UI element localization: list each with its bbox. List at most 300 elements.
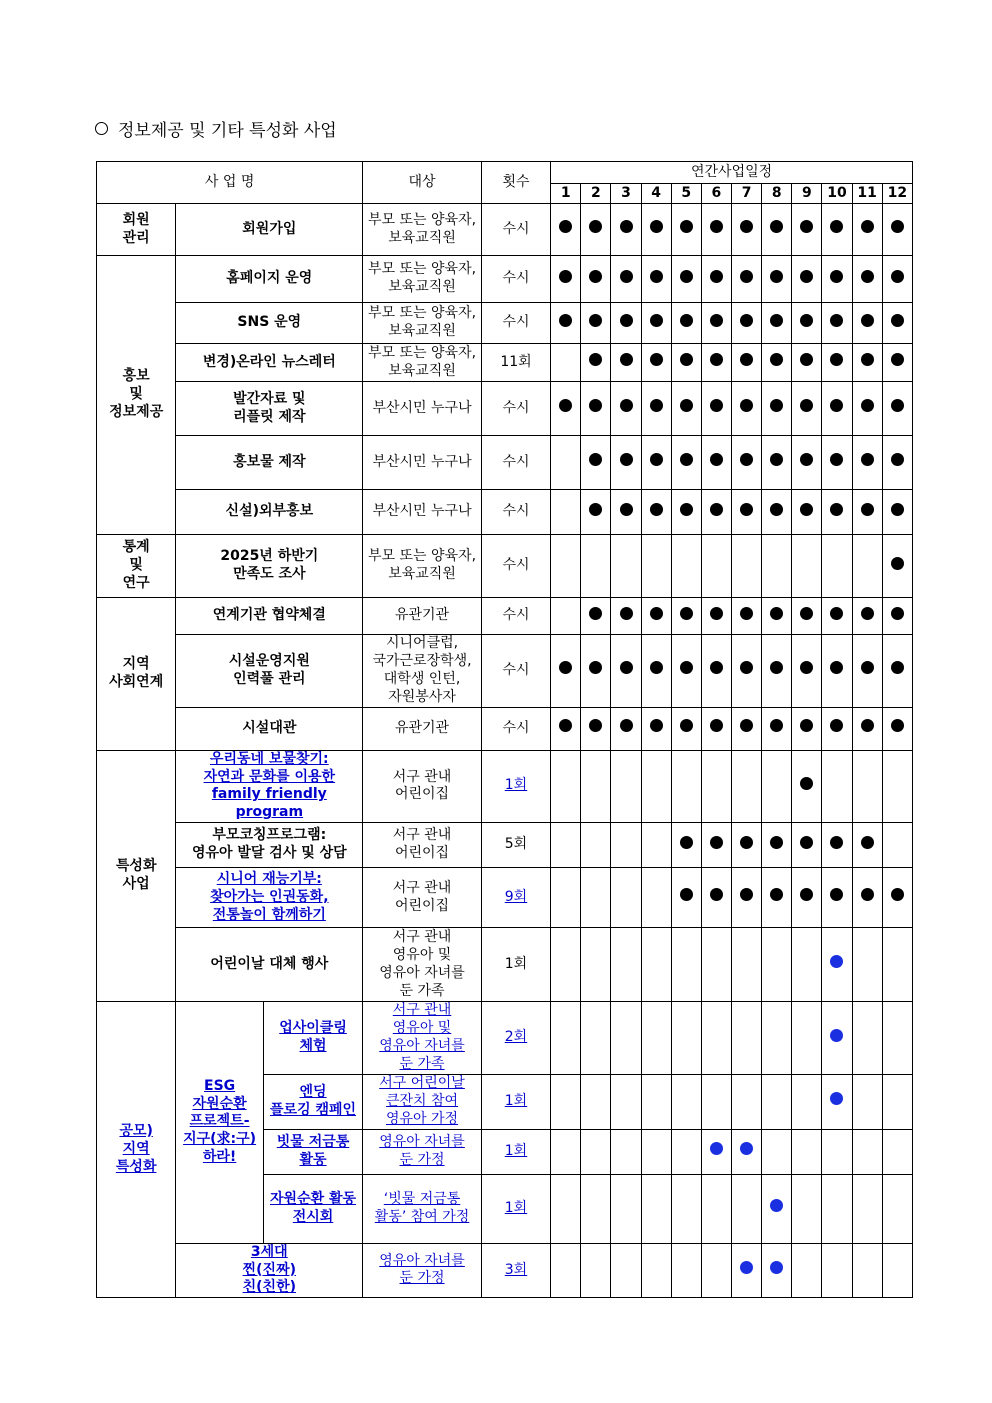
table-row bbox=[97, 928, 913, 1002]
schedule-dot-icon bbox=[650, 607, 663, 620]
target-cell: 서구 어린이날 큰잔치 참여 영유아 가정 bbox=[363, 1074, 482, 1129]
month-cell bbox=[551, 382, 581, 436]
schedule-dot-icon bbox=[589, 453, 602, 466]
count-cell: 3회 bbox=[481, 1243, 550, 1298]
month-cell bbox=[882, 1002, 912, 1075]
schedule-dot-icon bbox=[861, 607, 874, 620]
month-cell bbox=[732, 204, 762, 256]
schedule-dot-icon bbox=[710, 607, 723, 620]
schedule-dot-icon bbox=[861, 220, 874, 233]
table-row bbox=[97, 1002, 913, 1075]
schedule-dot-icon bbox=[740, 719, 753, 732]
schedule-dot-icon bbox=[589, 220, 602, 233]
header-target: 대상 bbox=[363, 162, 482, 204]
month-cell bbox=[641, 1174, 671, 1243]
schedule-dot-icon bbox=[830, 607, 843, 620]
target-cell: 유관기관 bbox=[363, 707, 482, 750]
table-row bbox=[97, 635, 913, 708]
schedule-dot-icon bbox=[740, 1142, 753, 1155]
schedule-dot-icon bbox=[589, 314, 602, 327]
month-cell bbox=[641, 1129, 671, 1174]
schedule-dot-icon bbox=[620, 314, 633, 327]
month-cell bbox=[671, 1074, 701, 1129]
esg-subgroup-label: ESG 자원순환 프로젝트- 지구(求:구) 하라! bbox=[176, 1002, 263, 1243]
month-cell bbox=[581, 535, 611, 598]
count-cell: 수시 bbox=[481, 303, 550, 344]
schedule-dot-icon bbox=[620, 220, 633, 233]
schedule-dot-icon bbox=[559, 399, 572, 412]
month-cell bbox=[671, 1002, 701, 1075]
month-cell bbox=[611, 1002, 641, 1075]
schedule-dot-icon bbox=[770, 1199, 783, 1212]
month-cell bbox=[792, 490, 822, 535]
month-cell bbox=[551, 1174, 581, 1243]
schedule-dot-icon bbox=[680, 888, 693, 901]
month-cell bbox=[732, 256, 762, 303]
month-cell bbox=[762, 490, 792, 535]
month-cell bbox=[701, 1002, 731, 1075]
target-cell: 부모 또는 양육자, 보육교직원 bbox=[363, 204, 482, 256]
target-cell: 서구 관내 영유아 및 영유아 자녀를 둔 가족 bbox=[363, 928, 482, 1002]
program-name: 홈페이지 운영 bbox=[176, 256, 363, 303]
schedule-dot-icon bbox=[891, 503, 904, 516]
schedule-dot-icon bbox=[891, 314, 904, 327]
schedule-dot-icon bbox=[861, 888, 874, 901]
month-cell bbox=[762, 344, 792, 382]
schedule-dot-icon bbox=[800, 888, 813, 901]
month-cell bbox=[792, 535, 822, 598]
month-cell bbox=[671, 1174, 701, 1243]
schedule-dot-icon bbox=[800, 836, 813, 849]
month-cell bbox=[551, 707, 581, 750]
month-cell bbox=[701, 256, 731, 303]
schedule-table bbox=[96, 161, 913, 1298]
month-cell bbox=[581, 1074, 611, 1129]
month-cell bbox=[581, 490, 611, 535]
month-cell bbox=[641, 868, 671, 928]
schedule-dot-icon bbox=[830, 399, 843, 412]
month-cell bbox=[701, 1074, 731, 1129]
month-cell bbox=[581, 1129, 611, 1174]
schedule-dot-icon bbox=[620, 353, 633, 366]
month-cell bbox=[852, 1074, 882, 1129]
schedule-dot-icon bbox=[861, 353, 874, 366]
month-cell bbox=[551, 928, 581, 1002]
month-cell bbox=[641, 204, 671, 256]
month-cell bbox=[551, 868, 581, 928]
schedule-dot-icon bbox=[800, 399, 813, 412]
schedule-dot-icon bbox=[800, 777, 813, 790]
month-header: 12 bbox=[882, 184, 912, 204]
program-name: 신설)외부홍보 bbox=[176, 490, 363, 535]
month-cell bbox=[852, 635, 882, 708]
month-cell bbox=[551, 204, 581, 256]
month-cell bbox=[852, 823, 882, 868]
month-cell bbox=[641, 750, 671, 823]
schedule-dot-icon bbox=[830, 955, 843, 968]
program-name: 3세대 찐(진짜) 친(친한) bbox=[176, 1243, 363, 1298]
month-cell bbox=[882, 928, 912, 1002]
table-row bbox=[97, 344, 913, 382]
program-name: 부모코칭프로그램: 영유아 발달 검사 및 상담 bbox=[176, 823, 363, 868]
month-header: 6 bbox=[701, 184, 731, 204]
count-cell: 수시 bbox=[481, 598, 550, 635]
month-cell bbox=[701, 490, 731, 535]
month-cell bbox=[641, 256, 671, 303]
schedule-dot-icon bbox=[830, 503, 843, 516]
month-cell bbox=[792, 750, 822, 823]
schedule-dot-icon bbox=[710, 888, 723, 901]
schedule-dot-icon bbox=[680, 661, 693, 674]
month-cell bbox=[762, 635, 792, 708]
month-cell bbox=[822, 256, 852, 303]
program-name: 엔딩 플로깅 캠페인 bbox=[263, 1074, 362, 1129]
program-name: 우리동네 보물찾기: 자연과 문화를 이용한 family friendly program bbox=[176, 750, 363, 823]
month-cell bbox=[641, 1243, 671, 1298]
month-cell bbox=[551, 750, 581, 823]
month-cell bbox=[882, 1174, 912, 1243]
month-cell bbox=[852, 928, 882, 1002]
schedule-dot-icon bbox=[770, 353, 783, 366]
month-cell bbox=[852, 204, 882, 256]
program-name: 시설운영지원 인력풀 관리 bbox=[176, 635, 363, 708]
header-schedule: 연간사업일정 bbox=[551, 162, 913, 184]
month-cell bbox=[671, 868, 701, 928]
schedule-dot-icon bbox=[830, 719, 843, 732]
month-cell bbox=[732, 1074, 762, 1129]
month-cell bbox=[732, 303, 762, 344]
month-cell bbox=[792, 707, 822, 750]
section-heading bbox=[95, 116, 337, 141]
schedule-dot-icon bbox=[770, 399, 783, 412]
month-cell bbox=[762, 1074, 792, 1129]
month-cell bbox=[641, 382, 671, 436]
schedule-dot-icon bbox=[740, 220, 753, 233]
month-cell bbox=[792, 1174, 822, 1243]
month-cell bbox=[671, 635, 701, 708]
schedule-dot-icon bbox=[861, 314, 874, 327]
schedule-dot-icon bbox=[710, 353, 723, 366]
schedule-dot-icon bbox=[891, 453, 904, 466]
month-cell bbox=[852, 1129, 882, 1174]
month-cell bbox=[671, 1129, 701, 1174]
month-cell bbox=[581, 598, 611, 635]
month-cell bbox=[611, 382, 641, 436]
month-cell bbox=[701, 868, 731, 928]
table-row bbox=[97, 1243, 913, 1298]
schedule-dot-icon bbox=[770, 661, 783, 674]
schedule-dot-icon bbox=[559, 220, 572, 233]
month-cell bbox=[822, 1074, 852, 1129]
schedule-dot-icon bbox=[650, 314, 663, 327]
month-cell bbox=[762, 256, 792, 303]
month-cell bbox=[852, 303, 882, 344]
month-cell bbox=[762, 707, 792, 750]
month-cell bbox=[732, 598, 762, 635]
schedule-dot-icon bbox=[800, 270, 813, 283]
month-cell bbox=[641, 598, 671, 635]
month-cell bbox=[701, 535, 731, 598]
group-label: 통계 및 연구 bbox=[97, 535, 176, 598]
month-cell bbox=[551, 303, 581, 344]
count-cell: 수시 bbox=[481, 204, 550, 256]
month-cell bbox=[792, 823, 822, 868]
schedule-dot-icon bbox=[680, 220, 693, 233]
month-cell bbox=[732, 868, 762, 928]
target-cell: 시니어클럽, 국가근로장학생, 대학생 인턴, 자원봉사자 bbox=[363, 635, 482, 708]
month-cell bbox=[732, 750, 762, 823]
program-name: 업사이클링 체험 bbox=[263, 1002, 362, 1075]
schedule-dot-icon bbox=[680, 503, 693, 516]
table-row bbox=[97, 707, 913, 750]
month-cell bbox=[611, 823, 641, 868]
month-cell bbox=[641, 823, 671, 868]
month-cell bbox=[551, 598, 581, 635]
schedule-dot-icon bbox=[710, 661, 723, 674]
schedule-dot-icon bbox=[589, 607, 602, 620]
month-cell bbox=[762, 382, 792, 436]
month-cell bbox=[822, 1002, 852, 1075]
month-cell bbox=[701, 750, 731, 823]
month-cell bbox=[581, 382, 611, 436]
schedule-dot-icon bbox=[620, 719, 633, 732]
schedule-dot-icon bbox=[830, 1029, 843, 1042]
month-cell bbox=[762, 928, 792, 1002]
month-cell bbox=[762, 1243, 792, 1298]
month-cell bbox=[852, 750, 882, 823]
schedule-dot-icon bbox=[650, 661, 663, 674]
target-cell: 영유아 자녀를 둔 가정 bbox=[363, 1243, 482, 1298]
count-cell: 1회 bbox=[481, 928, 550, 1002]
program-name: 2025년 하반기 만족도 조사 bbox=[176, 535, 363, 598]
schedule-dot-icon bbox=[740, 888, 753, 901]
schedule-dot-icon bbox=[650, 399, 663, 412]
count-cell: 수시 bbox=[481, 256, 550, 303]
schedule-dot-icon bbox=[800, 453, 813, 466]
month-cell bbox=[671, 707, 701, 750]
month-cell bbox=[882, 1074, 912, 1129]
month-cell bbox=[611, 436, 641, 490]
month-cell bbox=[822, 707, 852, 750]
month-cell bbox=[701, 344, 731, 382]
month-cell bbox=[701, 598, 731, 635]
month-cell bbox=[701, 1129, 731, 1174]
month-cell bbox=[732, 436, 762, 490]
month-cell bbox=[882, 204, 912, 256]
schedule-dot-icon bbox=[680, 607, 693, 620]
month-cell bbox=[792, 256, 822, 303]
table-row bbox=[97, 256, 913, 303]
month-cell bbox=[822, 1243, 852, 1298]
month-cell bbox=[611, 490, 641, 535]
month-cell bbox=[822, 868, 852, 928]
month-cell bbox=[852, 436, 882, 490]
month-cell bbox=[581, 635, 611, 708]
month-cell bbox=[732, 1002, 762, 1075]
schedule-dot-icon bbox=[861, 399, 874, 412]
month-cell bbox=[792, 1002, 822, 1075]
month-cell bbox=[882, 598, 912, 635]
schedule-dot-icon bbox=[680, 353, 693, 366]
schedule-dot-icon bbox=[770, 607, 783, 620]
table-row bbox=[97, 868, 913, 928]
schedule-dot-icon bbox=[891, 888, 904, 901]
schedule-dot-icon bbox=[740, 270, 753, 283]
program-name: 회원가입 bbox=[176, 204, 363, 256]
month-cell bbox=[611, 1243, 641, 1298]
table-row bbox=[97, 823, 913, 868]
month-cell bbox=[701, 1174, 731, 1243]
schedule-dot-icon bbox=[861, 503, 874, 516]
month-cell bbox=[732, 1129, 762, 1174]
month-cell bbox=[701, 382, 731, 436]
schedule-dot-icon bbox=[710, 1142, 723, 1155]
month-cell bbox=[551, 635, 581, 708]
month-cell bbox=[792, 868, 822, 928]
month-cell bbox=[611, 256, 641, 303]
month-cell bbox=[551, 1129, 581, 1174]
schedule-dot-icon bbox=[830, 314, 843, 327]
month-header: 10 bbox=[822, 184, 852, 204]
month-cell bbox=[551, 490, 581, 535]
schedule-dot-icon bbox=[770, 503, 783, 516]
month-cell bbox=[882, 635, 912, 708]
month-cell bbox=[792, 436, 822, 490]
month-cell bbox=[611, 1129, 641, 1174]
schedule-dot-icon bbox=[620, 270, 633, 283]
month-cell bbox=[762, 436, 792, 490]
month-cell bbox=[732, 382, 762, 436]
target-cell: 부모 또는 양육자, 보육교직원 bbox=[363, 344, 482, 382]
month-cell bbox=[551, 535, 581, 598]
month-cell bbox=[852, 344, 882, 382]
month-cell bbox=[671, 344, 701, 382]
count-cell: 1회 bbox=[481, 1129, 550, 1174]
month-cell bbox=[822, 535, 852, 598]
month-cell bbox=[822, 928, 852, 1002]
schedule-dot-icon bbox=[650, 353, 663, 366]
table-row bbox=[97, 535, 913, 598]
month-cell bbox=[671, 256, 701, 303]
schedule-dot-icon bbox=[680, 836, 693, 849]
month-cell bbox=[611, 707, 641, 750]
target-cell: 부모 또는 양육자, 보육교직원 bbox=[363, 256, 482, 303]
month-cell bbox=[822, 1129, 852, 1174]
month-cell bbox=[581, 1243, 611, 1298]
schedule-dot-icon bbox=[680, 719, 693, 732]
schedule-dot-icon bbox=[740, 503, 753, 516]
month-cell bbox=[701, 436, 731, 490]
month-cell bbox=[611, 204, 641, 256]
month-cell bbox=[671, 204, 701, 256]
month-cell bbox=[882, 303, 912, 344]
count-cell: 2회 bbox=[481, 1002, 550, 1075]
schedule-dot-icon bbox=[830, 270, 843, 283]
target-cell: 서구 관내 어린이집 bbox=[363, 750, 482, 823]
month-cell bbox=[701, 1243, 731, 1298]
month-cell bbox=[551, 344, 581, 382]
table-row bbox=[97, 598, 913, 635]
month-cell bbox=[882, 750, 912, 823]
month-cell bbox=[671, 750, 701, 823]
month-header: 8 bbox=[762, 184, 792, 204]
schedule-dot-icon bbox=[650, 719, 663, 732]
count-cell: 수시 bbox=[481, 490, 550, 535]
month-cell bbox=[792, 635, 822, 708]
schedule-dot-icon bbox=[830, 353, 843, 366]
month-cell bbox=[581, 256, 611, 303]
schedule-dot-icon bbox=[861, 661, 874, 674]
month-cell bbox=[611, 635, 641, 708]
month-cell bbox=[641, 490, 671, 535]
month-header: 1 bbox=[551, 184, 581, 204]
month-cell bbox=[852, 868, 882, 928]
month-cell bbox=[581, 344, 611, 382]
month-cell bbox=[882, 490, 912, 535]
schedule-dot-icon bbox=[650, 270, 663, 283]
header-count: 횟수 bbox=[481, 162, 550, 204]
program-name: 발간자료 및 리플릿 제작 bbox=[176, 382, 363, 436]
schedule-dot-icon bbox=[620, 503, 633, 516]
program-name: 어린이날 대체 행사 bbox=[176, 928, 363, 1002]
schedule-dot-icon bbox=[800, 353, 813, 366]
month-cell bbox=[822, 436, 852, 490]
schedule-dot-icon bbox=[740, 836, 753, 849]
month-header: 5 bbox=[671, 184, 701, 204]
month-cell bbox=[732, 344, 762, 382]
month-cell bbox=[762, 204, 792, 256]
program-name: 변경)온라인 뉴스레터 bbox=[176, 344, 363, 382]
schedule-dot-icon bbox=[800, 503, 813, 516]
target-cell: ‘빗물 저금통 활동’ 참여 가정 bbox=[363, 1174, 482, 1243]
month-cell bbox=[822, 823, 852, 868]
month-cell bbox=[822, 204, 852, 256]
count-cell: 5회 bbox=[481, 823, 550, 868]
schedule-dot-icon bbox=[740, 399, 753, 412]
schedule-dot-icon bbox=[740, 1261, 753, 1274]
table-row bbox=[97, 382, 913, 436]
group-label: 지역 사회연계 bbox=[97, 598, 176, 751]
month-cell bbox=[641, 707, 671, 750]
month-cell bbox=[701, 635, 731, 708]
month-cell bbox=[792, 303, 822, 344]
month-header: 3 bbox=[611, 184, 641, 204]
month-cell bbox=[611, 750, 641, 823]
program-name: 시니어 재능기부: 찾아가는 인권동화, 전통놀이 함께하기 bbox=[176, 868, 363, 928]
month-cell bbox=[852, 535, 882, 598]
group-label: 특성화 사업 bbox=[97, 750, 176, 1002]
month-cell bbox=[792, 204, 822, 256]
month-cell bbox=[611, 344, 641, 382]
table-row bbox=[97, 436, 913, 490]
target-cell: 부산시민 누구나 bbox=[363, 436, 482, 490]
month-cell bbox=[551, 436, 581, 490]
schedule-dot-icon bbox=[710, 453, 723, 466]
month-cell bbox=[551, 256, 581, 303]
schedule-dot-icon bbox=[891, 719, 904, 732]
month-cell bbox=[762, 823, 792, 868]
month-cell bbox=[641, 535, 671, 598]
program-name: SNS 운영 bbox=[176, 303, 363, 344]
month-cell bbox=[882, 535, 912, 598]
month-cell bbox=[882, 1129, 912, 1174]
target-cell: 부모 또는 양육자, 보육교직원 bbox=[363, 535, 482, 598]
month-cell bbox=[852, 598, 882, 635]
schedule-dot-icon bbox=[891, 353, 904, 366]
month-cell bbox=[852, 1243, 882, 1298]
month-cell bbox=[882, 707, 912, 750]
month-cell bbox=[581, 707, 611, 750]
